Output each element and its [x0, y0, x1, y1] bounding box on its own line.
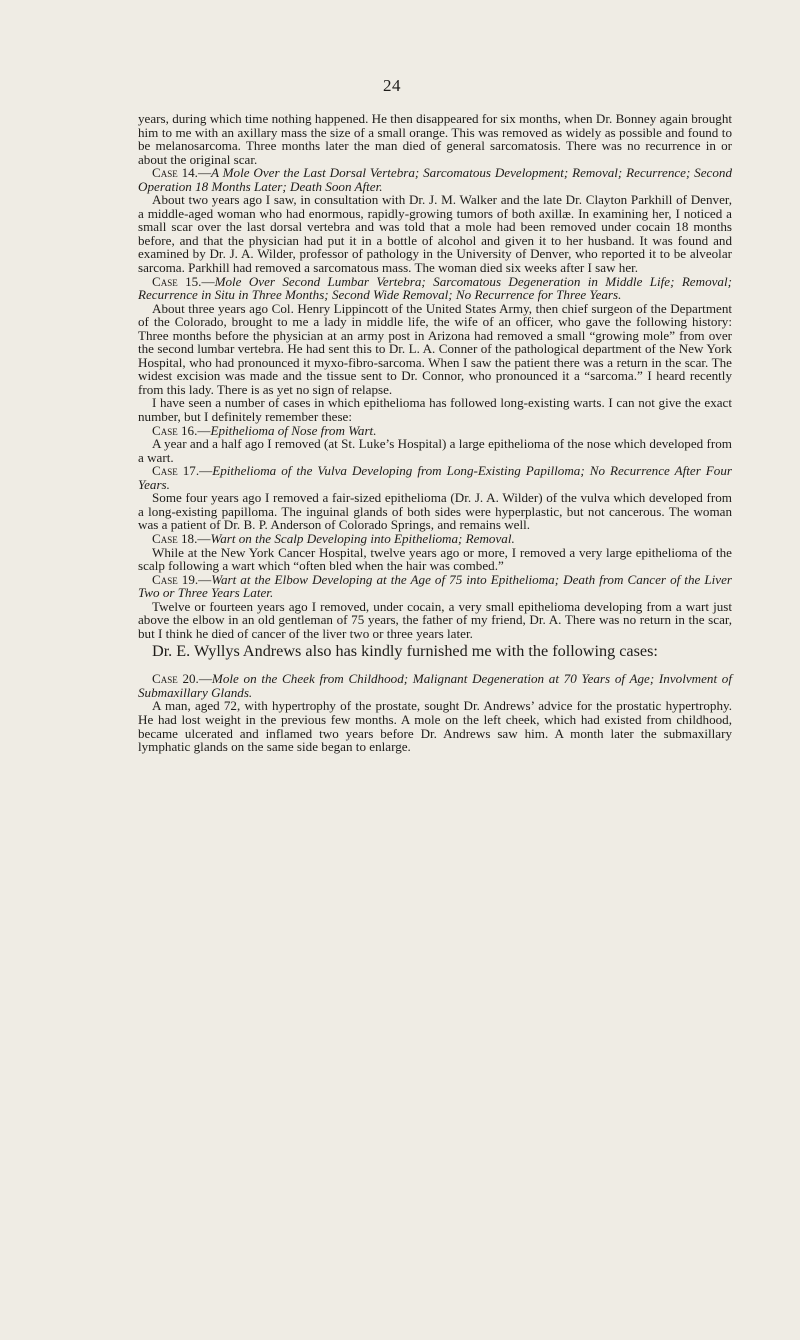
case-number: Case 14.— [152, 165, 212, 181]
body-text [138, 112, 732, 754]
case-title: Epithelioma of Nose from Wart. [210, 422, 377, 438]
paragraph: Some four years ago I removed a fair-sized epithelioma (Dr. J. A. Wilder) of the vulva which developed from a long-existing papilloma. The inguinal glands of both sides were hyperplastic, but not cancerous. The woman was a patient of Dr. B. P. Anderson of Colorado Springs, and remains well. [138, 490, 732, 533]
case-number: Case 19.— [152, 571, 212, 587]
case-title: Epithelioma of the Vulva Developing from Long-Existing Papilloma; No Recurrence After Four Years. [138, 463, 732, 492]
case-heading [138, 464, 732, 491]
case-title: A Mole Over the Last Dorsal Vertebra; Sarcomatous Development; Removal; Recurrence; Second Operation 18 Months Later; Death Soon After. [138, 165, 732, 194]
case-number: Case 20.— [152, 671, 212, 687]
case-title: Wart on the Scalp Developing into Epithelioma; Removal. [210, 530, 515, 546]
case-heading [138, 166, 732, 193]
paragraph: About three years ago Col. Henry Lippincott of the United States Army, then chief surgeon of the Department of the Colorado, brought to me a lady in middle life, the wife of an officer, who gave the following history: Three months before the physician at an army post in Arizona had removed a small “growing mole” from over the second lumbar vertebra. He had sent this to Dr. L. A. Conner of the pathological department of the New York Hospital, who had pronounced it myxo-fibro-sarcoma. When I saw the patient there was a return in the scar. The widest excision was made and the tissue sent to Dr. Connor, who pronounced it a “sarcoma.” I heard recently from this lady. There is as yet no sign of relapse. [138, 300, 732, 397]
paragraph: Twelve or fourteen years ago I removed, under cocain, a very small epithelioma developing from a wart just above the elbow in an old gentleman of 75 years, the father of my friend, Dr. A. There was no return in the scar, but I think he died of cancer of the liver two or three years later. [138, 598, 732, 641]
paragraph: I have seen a number of cases in which epithelioma has followed long-existing warts. I can not give the exact number, but I definitely remember these: [138, 395, 732, 425]
case-heading [138, 275, 732, 302]
paragraph: About two years ago I saw, in consultation with Dr. J. M. Walker and the late Dr. Clayton Parkhill of Denver, a middle-aged woman who had enormous, rapidly-growing tumors of both axillæ. In examining her, I noticed a small scar over the last dorsal vertebra and was told that a mole had been removed under cocain 18 months before, and that the physician had put it in a bottle of alcohol and given it to her husband. It was found and examined by Dr. J. A. Wilder, professor of pathology in the University of Denver, who reported it to be alveolar sarcoma. Parkhill had removed a sarcomatous mass. The woman died six weeks after I saw her. [138, 192, 732, 276]
paragraph: years, during which time nothing happened. He then disappeared for six months, when Dr. Bonney again brought him to me with an axillary mass the size of a small orange. This was removed as widely as possible and found to be melanosarcoma. Three months later the man died of general sarcomatosis. There was no recurrence in or about the original scar. [138, 111, 732, 167]
paragraph: A man, aged 72, with hypertrophy of the prostate, sought Dr. Andrews’ advice for the prostatic hypertrophy. He had lost weight in the previous few months. A mole on the left cheek, which had existed from childhood, became ulcerated and inflamed two years before Dr. Andrews saw him. A month later the submaxillary lymphatic glands on the same side began to enlarge. [138, 698, 732, 755]
case-heading [138, 672, 732, 699]
paragraph: While at the New York Cancer Hospital, twelve years ago or more, I removed a very large epithelioma of the scalp following a wart which “often bled when the hair was combed.” [138, 544, 732, 574]
case-heading [138, 573, 732, 600]
case-heading [138, 424, 732, 438]
case-number: Case 18.— [152, 530, 211, 546]
case-heading [138, 532, 732, 546]
case-number: Case 16.— [152, 422, 211, 438]
case-number: Case 15.— [152, 273, 215, 289]
case-number: Case 17.— [152, 463, 213, 479]
case-title: Wart at the Elbow Developing at the Age of 75 into Epithelioma; Death from Cancer of the Liver Two or Three Years Later. [138, 571, 732, 601]
intro-paragraph: Dr. E. Wyllys Andrews also has kindly furnished me with the following cases: [152, 642, 658, 661]
case-title: Mole on the Cheek from Childhood; Malignant Degeneration at 70 Years of Age; Involvment of Submaxillary Glands. [138, 671, 732, 700]
paragraph: A year and a half ago I removed (at St. Luke’s Hospital) a large epithelioma of the nose which developed from a wart. [138, 436, 732, 465]
case-title: Mole Over Second Lumbar Vertebra; Sarcomatous Degeneration in Middle Life; Removal; Recurrence in Situ in Three Months; Second Wide Removal; No Recurrence for Three Years. [138, 273, 732, 303]
page-number: 24 [383, 76, 401, 95]
